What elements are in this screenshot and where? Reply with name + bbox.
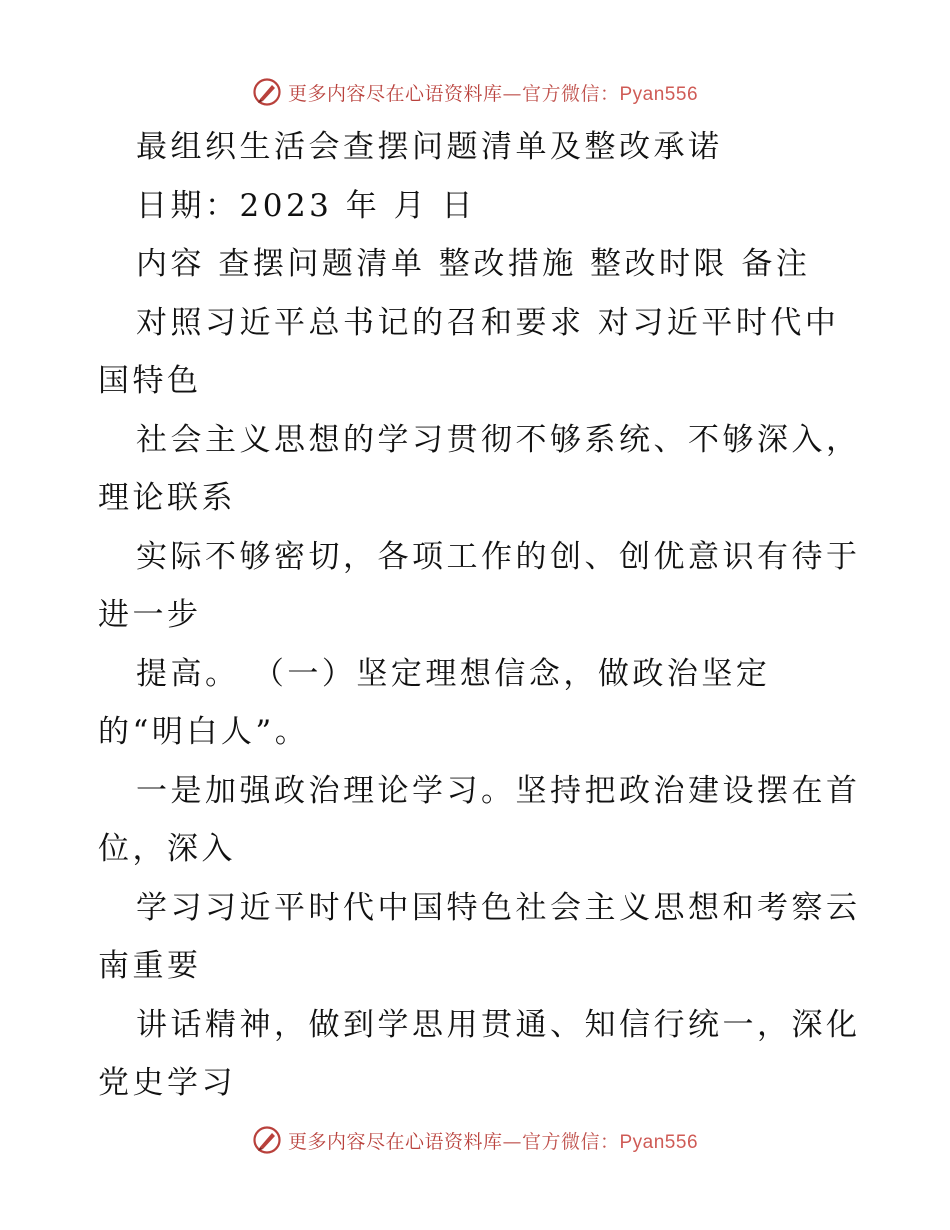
paragraph-line: 南重要 (98, 948, 202, 984)
paragraph-line: 党史学习 (98, 1065, 236, 1101)
paragraph-line: 对照习近平总书记的召和要求 对习近平时代中 (136, 304, 840, 341)
document-body (98, 118, 861, 1113)
watermark-text: 更多内容尽在心语资料库—官方微信：Pyan556 (287, 82, 699, 105)
paragraph-line: 一是加强政治理论学习。坚持把政治建设摆在首 (136, 772, 861, 809)
paragraph-line: 国特色 (98, 363, 202, 399)
watermark-text: 更多内容尽在心语资料库—官方微信：Pyan556 (287, 1130, 699, 1153)
table-header-line: 内容 查摆问题清单 整改措施 整改时限 备注 (136, 246, 811, 282)
date-line: 日期：2023 年 月 日 (136, 187, 476, 224)
paragraph-line: 实际不够密切，各项工作的创、创优意识有待于 (136, 538, 861, 575)
watermark-banner-top (0, 72, 950, 112)
paragraph-line: 位，深入 (98, 831, 236, 867)
paragraph-line: 进一步 (98, 597, 202, 633)
quill-pen-logo-icon (252, 1125, 282, 1155)
watermark-banner-bottom (0, 1120, 950, 1160)
paragraph-line: 的“明白人”。 (98, 714, 310, 750)
paragraph-line: 讲话精神，做到学思用贯通、知信行统一，深化 (136, 1006, 861, 1043)
paragraph-line: 理论联系 (98, 480, 236, 516)
paragraph-line: 社会主义思想的学习贯彻不够系统、不够深入， (136, 421, 861, 458)
document-title: 最组织生活会查摆问题清单及整改承诺 (136, 129, 723, 165)
quill-pen-logo-icon (252, 77, 282, 107)
paragraph-line: 提高。 （一）坚定理想信念，做政治坚定 (136, 655, 771, 692)
paragraph-line: 学习习近平时代中国特色社会主义思想和考察云 (136, 889, 861, 926)
